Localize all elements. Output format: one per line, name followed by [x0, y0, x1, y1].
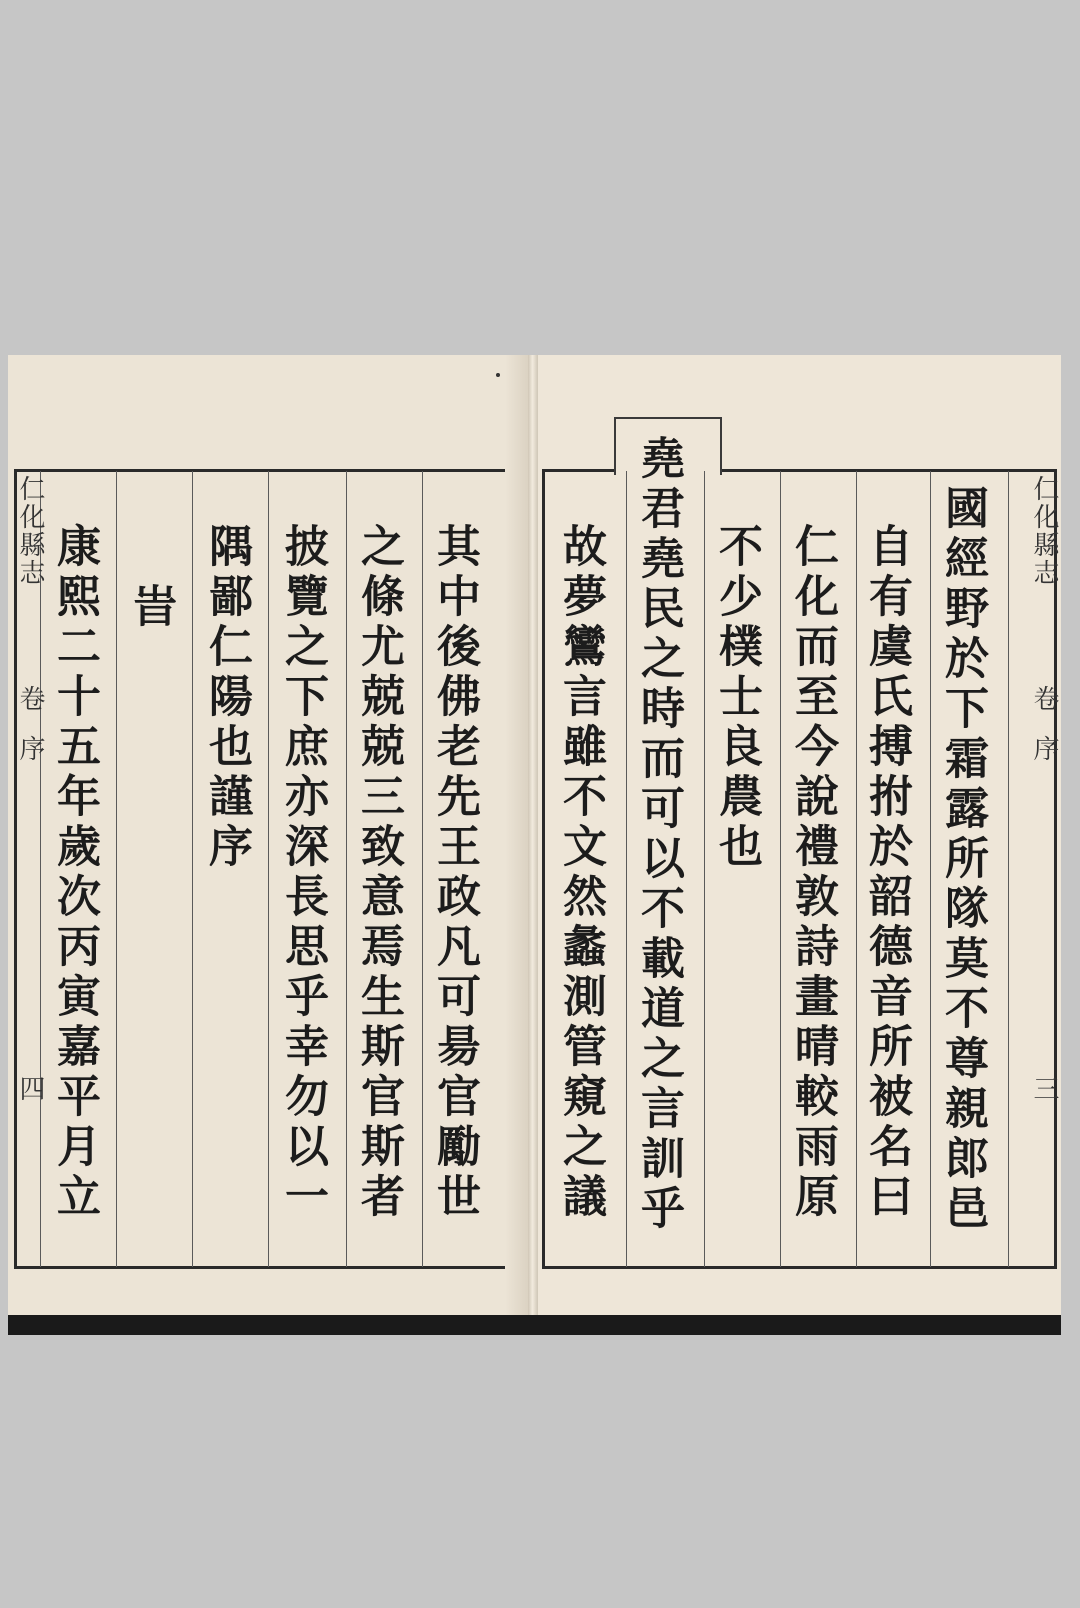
text-column: 自有虞氏搏拊於韶德音所被名曰 [861, 523, 912, 1223]
open-book [8, 355, 1061, 1335]
text-column: 不少樸士良農也 [711, 523, 762, 873]
left-page [8, 355, 528, 1315]
text-column: 之條尤兢兢三致意焉生斯官斯者 [353, 523, 404, 1223]
margin-section: 序 [1029, 735, 1059, 763]
page-folio: 四 [15, 1075, 45, 1103]
margin-section: 序 [15, 735, 45, 763]
column-rule [116, 471, 117, 1267]
column-rule [930, 471, 931, 1267]
column-rule [1008, 471, 1009, 1267]
margin-header: 仁化縣志 [1029, 475, 1059, 587]
text-column: 其中後佛老先王政凡可昜官勵世 [429, 523, 480, 1223]
margin-header: 仁化縣志 [15, 475, 45, 587]
book-bottom-edge [8, 1315, 1061, 1335]
text-column: 康熙二十五年歲次丙寅嘉平月立 [49, 523, 100, 1223]
column-rule [422, 471, 423, 1267]
column-rule [856, 471, 857, 1267]
text-column: 旹 [125, 583, 176, 633]
text-column: 隅鄙仁陽也謹序 [201, 523, 252, 873]
text-column: 仁化而至今說禮敦詩畫晴較雨原 [787, 523, 838, 1223]
column-rule [780, 471, 781, 1267]
page-fold-shadow [505, 355, 528, 1315]
column-rule [626, 471, 627, 1267]
page-folio: 三 [1029, 1075, 1059, 1103]
margin-volume: 卷 [15, 685, 45, 713]
column-rule [40, 471, 41, 1267]
column-rule [346, 471, 347, 1267]
text-column: 故夢鸞言雖不文然蠡測管窺之議 [555, 523, 606, 1223]
column-rule [192, 471, 193, 1267]
ink-dot [496, 373, 500, 377]
text-column: 堯君堯民之時而可以不載道之言訓乎 [633, 435, 684, 1235]
column-rule [268, 471, 269, 1267]
book-gutter [528, 355, 538, 1335]
text-column: 披覽之下庶亦深長思乎幸勿以一 [277, 523, 328, 1223]
column-rule [704, 471, 705, 1267]
text-column: 國經野於下霜露所隊莫不尊親郎邑 [937, 485, 988, 1235]
margin-volume: 卷 [1029, 685, 1059, 713]
right-page [538, 355, 1061, 1315]
